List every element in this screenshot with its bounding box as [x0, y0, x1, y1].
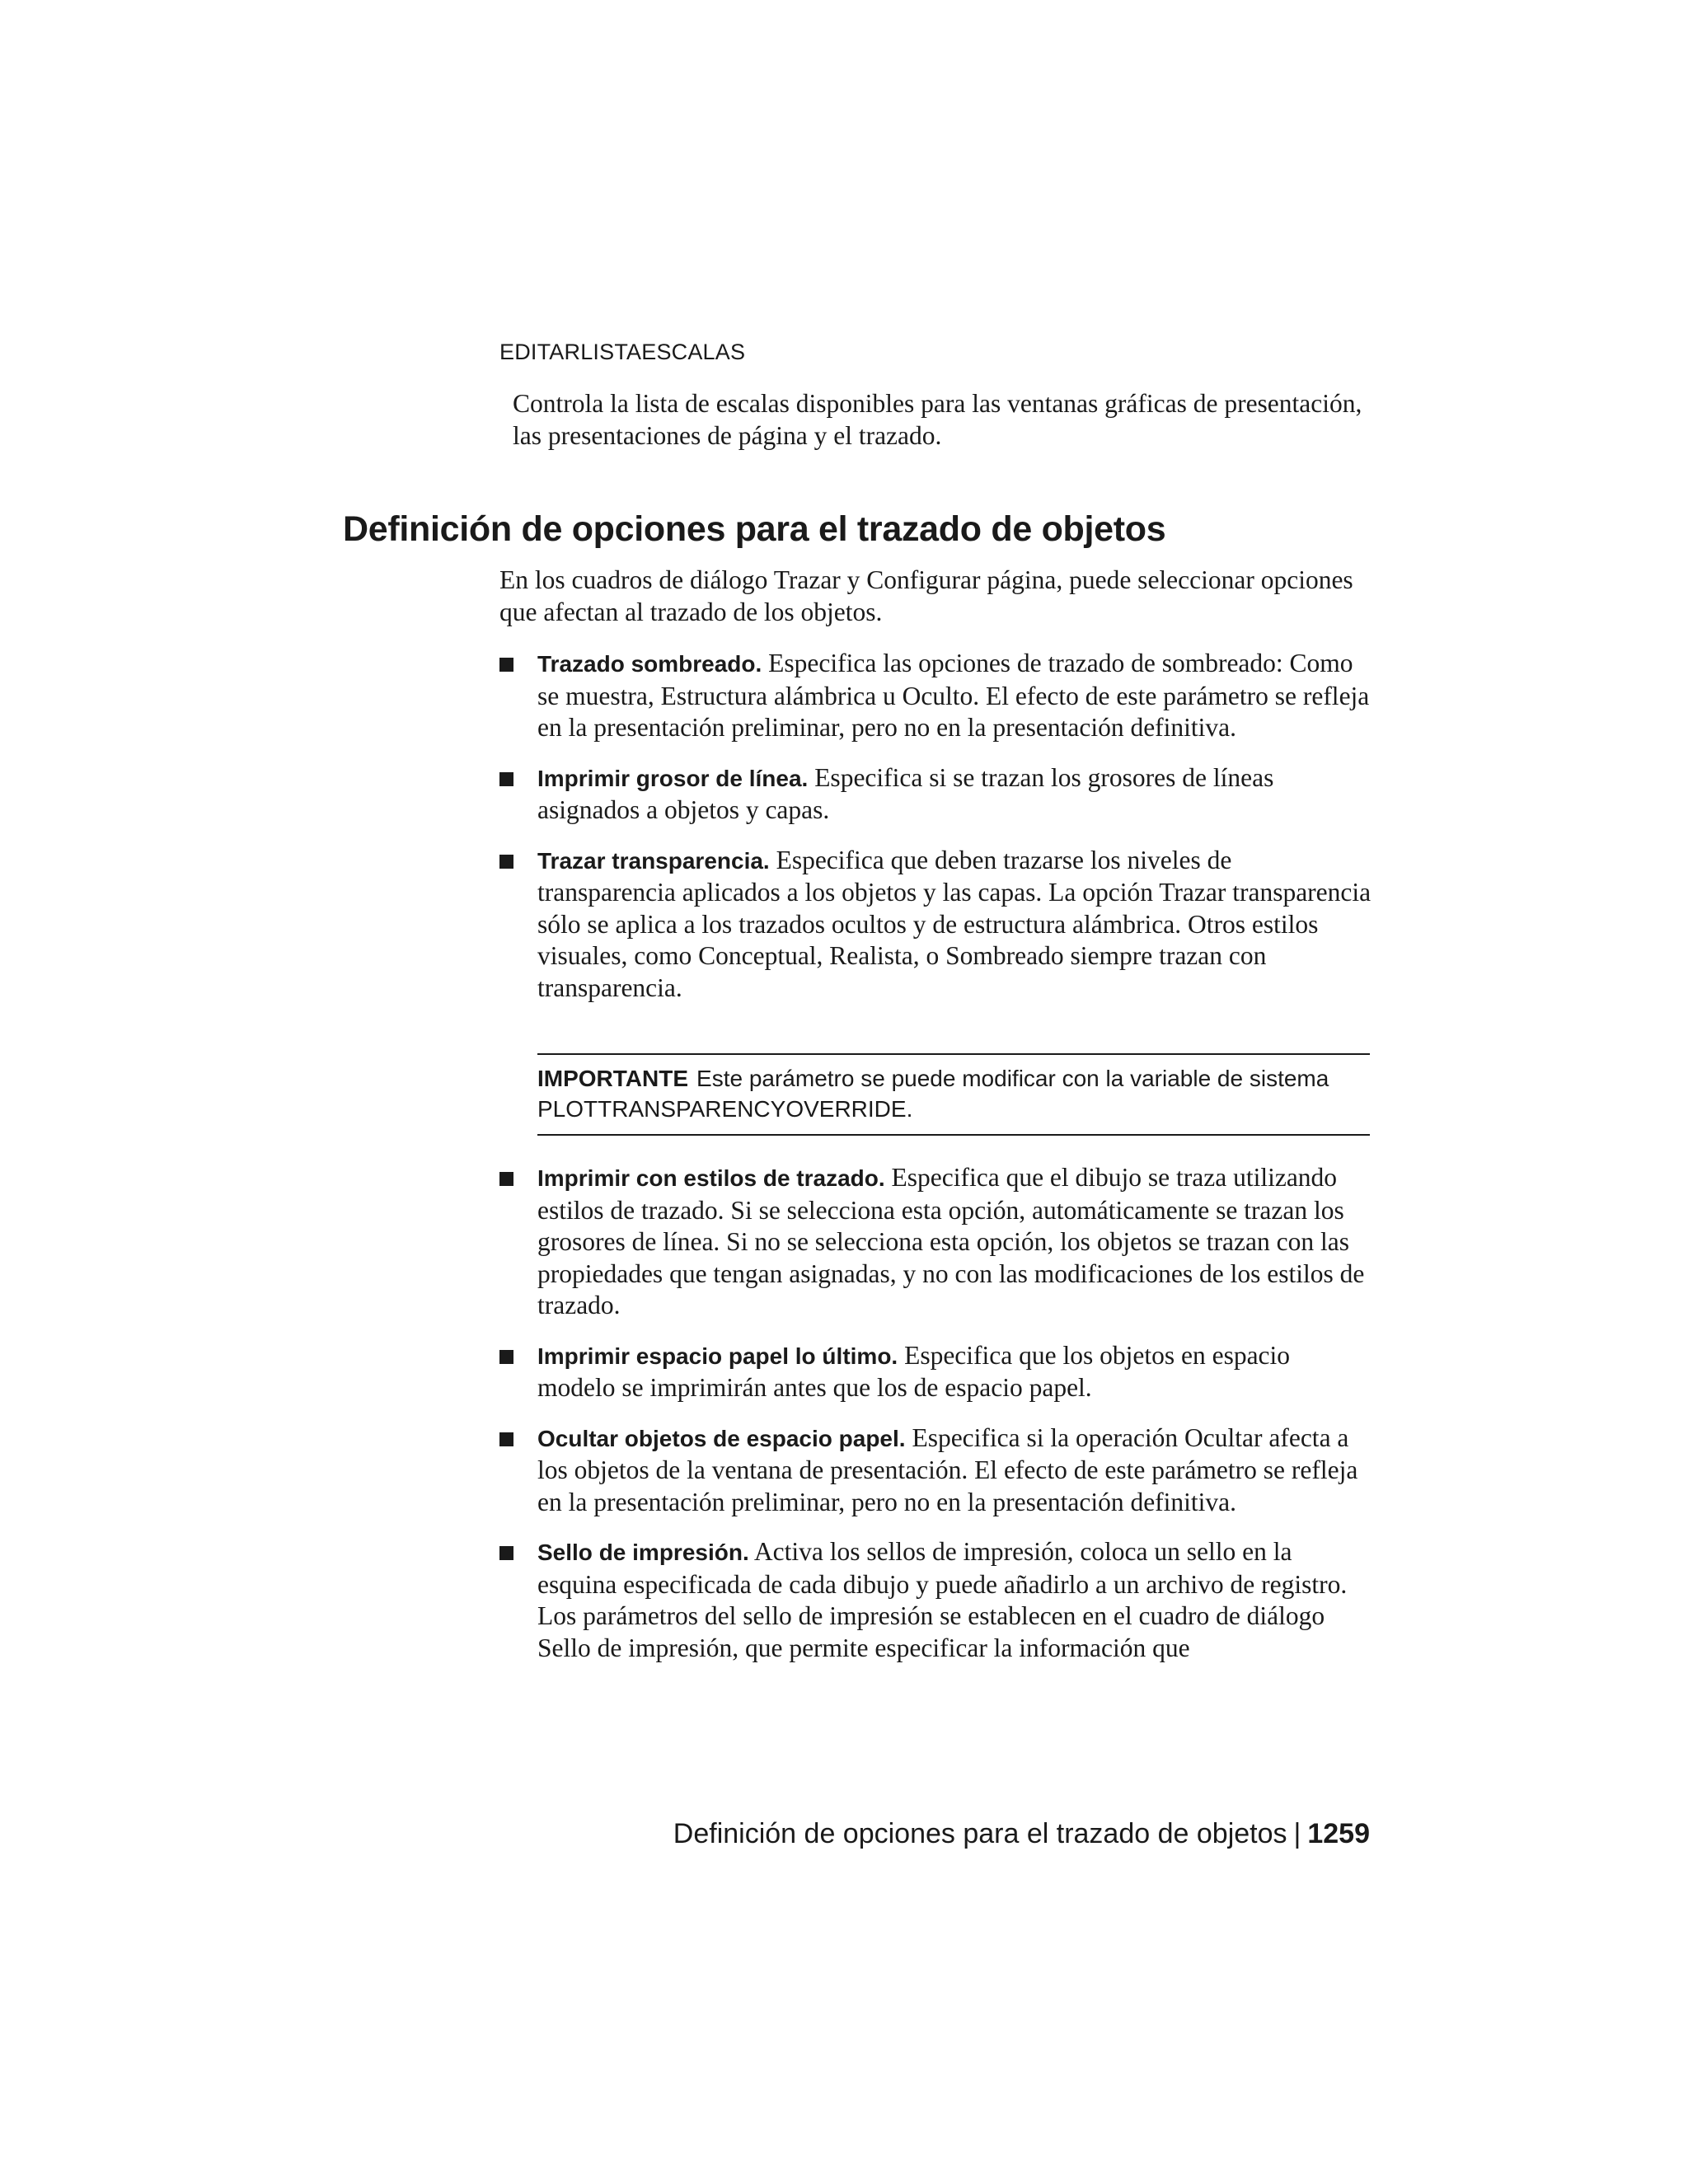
- footer-separator: |: [1293, 1818, 1301, 1849]
- section-intro: En los cuadros de diálogo Trazar y Configurar página, puede seleccionar opciones que afectan al trazado de los objetos.: [499, 565, 1353, 626]
- list-item-trazado-sombreado: [499, 648, 1373, 744]
- section-title: Definición de opciones para el trazado de objetos: [343, 509, 1166, 549]
- option-term: Imprimir grosor de línea.: [537, 765, 809, 791]
- option-text: Especifica que deben trazarse los niveles de transparencia aplicados a los objetos y las capas. La opción Trazar transparencia sólo se aplica a los trazados ocultos y de estructura alámbrica. Otros estilos visuales, como Conceptual, Realista, o Sombreado siempre trazan con transparencia.: [537, 845, 1372, 1002]
- options-list-1: [499, 648, 1373, 1022]
- note-text: Este parámetro se puede modificar con la variable de sistema PLOTTRANSPARENCYOVERRIDE.: [537, 1066, 1329, 1122]
- command-name: EDITARLISTAESCALAS: [499, 340, 746, 364]
- bullet-square-icon: [499, 1546, 513, 1560]
- bullet-square-icon: [499, 658, 513, 672]
- list-item-estilos-trazado: [499, 1162, 1373, 1322]
- bullet-square-icon: [499, 772, 513, 786]
- option-term: Imprimir con estilos de trazado.: [537, 1165, 885, 1191]
- option-term: Trazar transparencia.: [537, 847, 770, 874]
- page-number: 1259: [1307, 1818, 1370, 1849]
- command-description: Controla la lista de escalas disponibles para las ventanas gráficas de presentación, las presentaciones de página y el trazado.: [513, 389, 1362, 450]
- list-item-ocultar-objetos: [499, 1422, 1373, 1519]
- bullet-square-icon: [499, 1350, 513, 1364]
- option-text: Especifica que los objetos en espacio modelo se imprimirán antes que los de espacio papel.: [537, 1340, 1291, 1402]
- option-text: Especifica las opciones de trazado de sombreado: Como se muestra, Estructura alámbrica u Oculto. El efecto de este parámetro se refleja en la presentación preliminar, pero no en la presentación definitiva.: [537, 649, 1370, 742]
- option-term: Sello de impresión.: [537, 1540, 749, 1565]
- important-note: [537, 1053, 1370, 1136]
- list-item-imprimir-grosor: [499, 762, 1373, 827]
- option-text: Especifica que el dibujo se traza utilizando estilos de trazado. Si se selecciona esta opción, automáticamente se trazan los grosores de línea. Si no se selecciona esta opción, los objetos se trazan con las propiedades que tengan asignadas, y no con las modificaciones de los estilos de trazado.: [537, 1163, 1365, 1319]
- option-text: Activa los sellos de impresión, coloca un sello en la esquina especificada de cada dibujo y puede añadirlo a un archivo de registro. Los parámetros del sello de impresión se establecen en el cuadro de diálogo Sello de impresión, que permite especificar la información que: [537, 1537, 1348, 1662]
- list-item-espacio-papel: [499, 1340, 1373, 1404]
- bullet-square-icon: [499, 1172, 513, 1186]
- option-term: Trazado sombreado.: [537, 651, 762, 677]
- page-footer: [673, 1818, 1370, 1850]
- option-term: Ocultar objetos de espacio papel.: [537, 1425, 906, 1451]
- note-label: IMPORTANTE: [537, 1066, 689, 1091]
- footer-title: Definición de opciones para el trazado de objetos: [673, 1818, 1287, 1849]
- list-item-trazar-transparencia: [499, 845, 1373, 1005]
- option-term: Imprimir espacio papel lo último.: [537, 1343, 898, 1369]
- option-text: Especifica si se trazan los grosores de líneas asignados a objetos y capas.: [537, 762, 1274, 824]
- bullet-square-icon: [499, 855, 513, 869]
- list-item-sello-impresion: [499, 1536, 1373, 1664]
- bullet-square-icon: [499, 1432, 513, 1446]
- option-text: Especifica si la operación Ocultar afecta a los objetos de la ventana de presentación. El efecto de este parámetro se refleja en la presentación preliminar, pero no en la presentación definitiva.: [537, 1422, 1358, 1516]
- options-list-2: [499, 1162, 1373, 1682]
